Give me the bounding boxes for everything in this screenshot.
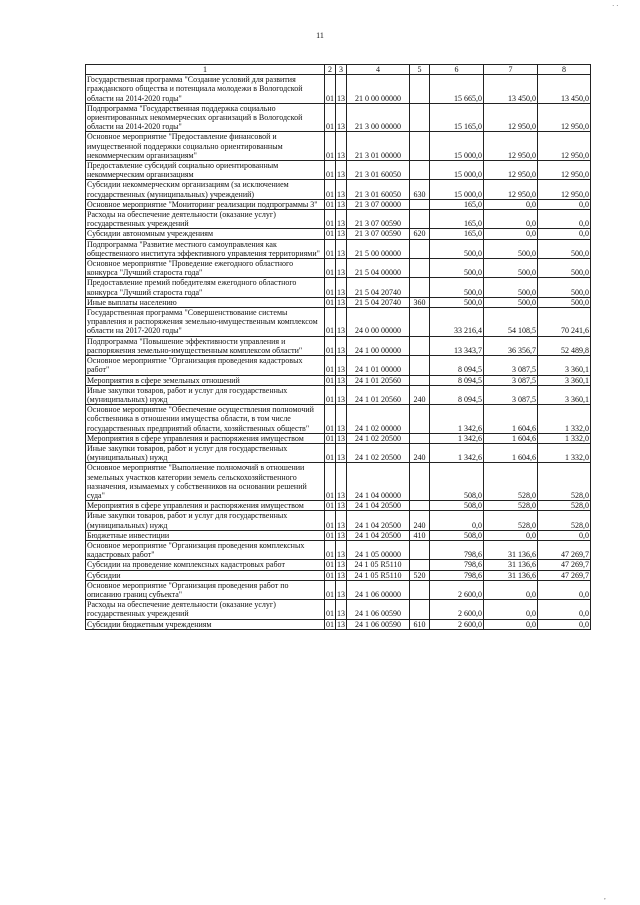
cell-amount-2020: 0,0 [538, 210, 591, 229]
cell-amount-2020: 47 269,7 [538, 560, 591, 570]
cell-target-article: 24 1 02 20500 [347, 443, 410, 462]
cell-section: 13 [336, 75, 347, 104]
cell-expense-type [410, 580, 430, 599]
cell-section: 13 [336, 239, 347, 258]
cell-target-article: 21 5 04 20740 [347, 297, 410, 307]
cell-ministry: 01 [325, 210, 336, 229]
table-row [86, 405, 591, 434]
cell-amount-2020: 3 360,1 [538, 385, 591, 404]
cell-name: Подпрограмма "Повышение эффективности управления и распоряжения земельно-имущественным комплексом области" [86, 336, 325, 355]
cell-amount-2020: 1 332,0 [538, 443, 591, 462]
cell-amount-2018: 798,6 [430, 540, 484, 559]
cell-target-article: 21 5 04 00000 [347, 259, 410, 278]
cell-amount-2019: 12 950,0 [484, 161, 538, 180]
cell-section: 13 [336, 161, 347, 180]
cell-name: Основное мероприятие "Организация проведения кадастровых работ" [86, 356, 325, 375]
cell-target-article: 24 1 04 20500 [347, 501, 410, 511]
table-row [86, 530, 591, 540]
cell-expense-type [410, 501, 430, 511]
cell-expense-type [410, 356, 430, 375]
cell-amount-2018: 2 600,0 [430, 619, 484, 629]
table-row [86, 297, 591, 307]
cell-amount-2018: 1 342,6 [430, 433, 484, 443]
cell-name: Мероприятия в сфере земельных отношений [86, 375, 325, 385]
table-row [86, 75, 591, 104]
cell-amount-2018: 508,0 [430, 530, 484, 540]
cell-amount-2018: 165,0 [430, 199, 484, 209]
cell-amount-2020: 1 332,0 [538, 433, 591, 443]
cell-section: 13 [337, 375, 345, 385]
header-cell: 7 [484, 65, 538, 75]
cell-amount-2019: 12 950,0 [484, 103, 538, 132]
cell-amount-2019: 31 136,6 [484, 540, 538, 559]
cell-amount-2018: 13 343,7 [430, 336, 484, 355]
cell-amount-2018: 15 000,0 [430, 132, 484, 161]
cell-ministry: 01 [325, 336, 336, 355]
cell-amount-2020: 0,0 [538, 229, 591, 239]
cell-target-article: 24 1 04 20500 [347, 511, 410, 530]
cell-amount-2018: 500,0 [430, 278, 484, 297]
cell-amount-2018: 500,0 [430, 239, 484, 258]
corner-mark-top: · · [612, 2, 619, 10]
cell-expense-type [410, 463, 430, 501]
cell-amount-2020: 47 269,7 [538, 540, 591, 559]
cell-expense-type: 240 [410, 511, 430, 530]
cell-ministry: 01 [325, 511, 336, 530]
cell-name: Расходы на обеспечение деятельности (оказание услуг) государственных учреждений [86, 210, 325, 229]
cell-ministry: 01 [326, 570, 334, 580]
cell-amount-2018: 8 094,5 [430, 385, 484, 404]
cell-amount-2019: 528,0 [484, 501, 538, 511]
table-row [86, 180, 591, 199]
cell-amount-2020: 500,0 [538, 278, 591, 297]
cell-ministry: 01 [325, 463, 336, 501]
cell-ministry: 01 [325, 580, 336, 599]
cell-amount-2019: 500,0 [484, 278, 538, 297]
cell-amount-2018: 508,0 [430, 463, 484, 501]
cell-expense-type [410, 433, 430, 443]
cell-amount-2018: 500,0 [430, 297, 484, 307]
cell-name: Иные закупки товаров, работ и услуг для государственных (муниципальных) нужд [86, 511, 325, 530]
cell-amount-2019: 12 950,0 [484, 180, 538, 199]
cell-section: 13 [336, 278, 347, 297]
cell-expense-type [410, 210, 430, 229]
cell-target-article: 21 3 07 00590 [347, 229, 410, 239]
cell-name: Подпрограмма "Развитие местного самоуправления как общественного института эффективного управления территориями" [86, 239, 325, 258]
cell-expense-type [410, 308, 430, 337]
cell-section: 13 [337, 433, 345, 443]
cell-section: 13 [336, 356, 347, 375]
cell-ministry: 01 [326, 375, 334, 385]
cell-amount-2019: 0,0 [484, 210, 538, 229]
cell-target-article: 24 1 04 20500 [347, 530, 410, 540]
cell-amount-2019: 3 087,5 [484, 385, 538, 404]
cell-section: 13 [336, 600, 347, 619]
cell-amount-2020: 12 950,0 [538, 132, 591, 161]
cell-expense-type: 360 [410, 297, 430, 307]
cell-amount-2020: 12 950,0 [538, 180, 591, 199]
cell-section: 13 [337, 229, 345, 239]
cell-amount-2020: 12 950,0 [538, 161, 591, 180]
cell-ministry: 01 [326, 530, 334, 540]
cell-ministry: 01 [325, 180, 336, 199]
cell-section: 13 [337, 530, 345, 540]
cell-amount-2019: 1 604,6 [484, 433, 538, 443]
cell-name: Бюджетные инвестиции [86, 530, 325, 540]
cell-section: 13 [336, 103, 347, 132]
table-row [86, 210, 591, 229]
cell-name: Субсидии автономным учреждениям [86, 229, 325, 239]
cell-ministry: 01 [325, 356, 336, 375]
table-row [86, 560, 591, 570]
cell-name: Основное мероприятие "Предоставление финансовой и имущественной поддержки социально ориентированным некоммерческим организациям" [86, 132, 325, 161]
cell-name: Основное мероприятие "Организация проведения работ по описанию границ субъекта" [86, 580, 325, 599]
table-row [86, 308, 591, 337]
header-cell: 5 [410, 65, 430, 75]
cell-ministry: 01 [325, 75, 336, 104]
cell-amount-2020: 500,0 [538, 259, 591, 278]
table-row [86, 433, 591, 443]
cell-ministry: 01 [325, 540, 336, 559]
budget-table-body [86, 65, 591, 630]
cell-amount-2020: 3 360,1 [538, 356, 591, 375]
cell-name: Иные выплаты населению [86, 297, 325, 307]
cell-amount-2020: 47 269,7 [538, 570, 591, 580]
cell-amount-2018: 8 094,5 [430, 375, 484, 385]
cell-amount-2020: 500,0 [538, 297, 591, 307]
cell-target-article: 24 0 00 00000 [347, 308, 410, 337]
cell-amount-2020: 3 360,1 [538, 375, 591, 385]
cell-expense-type [410, 278, 430, 297]
table-row [86, 570, 591, 580]
cell-section: 13 [336, 385, 347, 404]
cell-target-article: 21 3 07 00590 [347, 210, 410, 229]
table-row [86, 103, 591, 132]
cell-section: 13 [336, 259, 347, 278]
header-cell: 3 [336, 65, 347, 75]
cell-name: Иные закупки товаров, работ и услуг для государственных (муниципальных) нужд [86, 443, 325, 462]
table-row [86, 132, 591, 161]
cell-ministry: 01 [325, 308, 336, 337]
table-row [86, 278, 591, 297]
cell-section: 13 [337, 297, 345, 307]
cell-target-article: 24 1 05 R5110 [347, 570, 410, 580]
cell-amount-2019: 13 450,0 [484, 75, 538, 104]
cell-name: Подпрограмма "Государственная поддержка социально ориентированных некоммерческих организаций в Вологодской области на 2014-2020 годы" [86, 103, 325, 132]
header-cell: 6 [430, 65, 484, 75]
cell-expense-type [410, 560, 430, 570]
cell-expense-type [410, 199, 430, 209]
cell-name: Основное мероприятие "Выполнение полномочий в отношении земельных участков категории земель сельскохозяйственного назначения, изымаемых у собственников на основании решений суда" [86, 463, 325, 501]
cell-expense-type [410, 375, 430, 385]
cell-section: 13 [336, 580, 347, 599]
cell-expense-type: 410 [410, 530, 430, 540]
cell-amount-2019: 12 950,0 [484, 132, 538, 161]
cell-ministry: 01 [325, 405, 336, 434]
cell-target-article: 24 1 04 00000 [347, 463, 410, 501]
cell-name: Иные закупки товаров, работ и услуг для государственных (муниципальных) нужд [86, 385, 325, 404]
cell-section: 13 [337, 199, 345, 209]
cell-target-article: 24 1 05 00000 [347, 540, 410, 559]
cell-name: Основное мероприятие "Мониторинг реализации подпрограммы 3" [86, 199, 325, 209]
cell-ministry: 01 [326, 199, 334, 209]
cell-section: 13 [336, 308, 347, 337]
cell-expense-type: 520 [410, 570, 430, 580]
cell-expense-type [410, 259, 430, 278]
cell-amount-2018: 15 665,0 [430, 75, 484, 104]
cell-amount-2019: 3 087,5 [484, 356, 538, 375]
cell-amount-2019: 528,0 [484, 463, 538, 501]
cell-ministry: 01 [326, 433, 334, 443]
cell-expense-type: 240 [410, 385, 430, 404]
cell-target-article: 21 3 07 00000 [347, 199, 410, 209]
cell-section: 13 [336, 210, 347, 229]
cell-amount-2020: 500,0 [538, 239, 591, 258]
cell-section: 13 [336, 511, 347, 530]
cell-amount-2020: 0,0 [538, 619, 591, 629]
cell-ministry: 01 [326, 619, 334, 629]
table-row [86, 259, 591, 278]
cell-expense-type [410, 103, 430, 132]
cell-amount-2018: 33 216,4 [430, 308, 484, 337]
cell-amount-2020: 528,0 [538, 511, 591, 530]
cell-amount-2019: 0,0 [484, 199, 538, 209]
table-row [86, 375, 591, 385]
cell-expense-type [410, 540, 430, 559]
cell-amount-2018: 2 600,0 [430, 580, 484, 599]
cell-amount-2018: 500,0 [430, 259, 484, 278]
cell-amount-2018: 798,6 [430, 560, 484, 570]
corner-mark-bottom: , [604, 893, 606, 901]
cell-amount-2019: 0,0 [484, 580, 538, 599]
cell-name: Субсидии [86, 570, 325, 580]
cell-expense-type [410, 405, 430, 434]
cell-amount-2020: 1 332,0 [538, 405, 591, 434]
cell-name: Основное мероприятие "Проведение ежегодного областного конкурса "Лучший староста года" [86, 259, 325, 278]
cell-amount-2020: 12 950,0 [538, 103, 591, 132]
table-row [86, 385, 591, 404]
cell-amount-2018: 15 000,0 [430, 180, 484, 199]
cell-target-article: 24 1 02 00000 [347, 405, 410, 434]
cell-target-article: 21 3 01 60050 [347, 161, 410, 180]
cell-target-article: 24 1 05 R5110 [347, 560, 410, 570]
cell-amount-2018: 165,0 [430, 229, 484, 239]
cell-name: Основное мероприятие "Обеспечение осуществления полномочий собственника в отношении имущества области, в том числе государственных предприятий области, хозяйственных обществ" [86, 405, 325, 434]
table-row [86, 511, 591, 530]
cell-amount-2018: 15 000,0 [430, 161, 484, 180]
cell-section: 13 [336, 336, 347, 355]
cell-expense-type [410, 239, 430, 258]
table-row [86, 356, 591, 375]
table-row [86, 540, 591, 559]
cell-amount-2018: 0,0 [430, 511, 484, 530]
cell-target-article: 21 5 00 00000 [347, 239, 410, 258]
cell-amount-2020: 70 241,6 [538, 308, 591, 337]
table-row [86, 580, 591, 599]
cell-amount-2020: 13 450,0 [538, 75, 591, 104]
cell-ministry: 01 [325, 161, 336, 180]
cell-name: Субсидии некоммерческим организациям (за исключением государственных (муниципальных) учреждений) [86, 180, 325, 199]
cell-section: 13 [336, 443, 347, 462]
cell-target-article: 21 3 01 00000 [347, 132, 410, 161]
budget-table [85, 64, 591, 630]
cell-expense-type [410, 600, 430, 619]
table-row [86, 229, 591, 239]
cell-target-article: 24 1 06 00000 [347, 580, 410, 599]
cell-target-article: 21 3 01 60050 [347, 180, 410, 199]
cell-target-article: 21 3 00 00000 [347, 103, 410, 132]
table-row [86, 600, 591, 619]
cell-amount-2019: 1 604,6 [484, 405, 538, 434]
header-cell: 2 [325, 65, 336, 75]
cell-expense-type: 240 [410, 443, 430, 462]
cell-amount-2019: 31 136,6 [484, 560, 538, 570]
cell-amount-2019: 0,0 [484, 600, 538, 619]
cell-amount-2019: 500,0 [484, 297, 538, 307]
cell-section: 13 [337, 619, 345, 629]
cell-section: 13 [337, 501, 345, 511]
cell-ministry: 01 [326, 501, 334, 511]
cell-amount-2019: 54 108,5 [484, 308, 538, 337]
cell-ministry: 01 [326, 229, 334, 239]
cell-amount-2019: 0,0 [484, 229, 538, 239]
table-row [86, 463, 591, 501]
cell-amount-2019: 1 604,6 [484, 443, 538, 462]
header-row [86, 65, 591, 75]
cell-name: Основное мероприятие "Организация проведения комплексных кадастровых работ" [86, 540, 325, 559]
page-number: 11 [316, 31, 324, 40]
cell-target-article: 24 1 01 20560 [347, 385, 410, 404]
cell-target-article: 24 1 01 20560 [347, 375, 410, 385]
cell-target-article: 21 5 04 20740 [347, 278, 410, 297]
table-row [86, 443, 591, 462]
cell-amount-2018: 1 342,6 [430, 443, 484, 462]
cell-amount-2020: 52 489,8 [538, 336, 591, 355]
cell-section: 13 [337, 560, 345, 570]
cell-target-article: 24 1 02 20500 [347, 433, 410, 443]
cell-amount-2020: 528,0 [538, 463, 591, 501]
cell-section: 13 [337, 570, 345, 580]
cell-section: 13 [336, 463, 347, 501]
cell-amount-2019: 3 087,5 [484, 375, 538, 385]
cell-amount-2019: 31 136,6 [484, 570, 538, 580]
table-row [86, 619, 591, 629]
cell-amount-2018: 8 094,5 [430, 356, 484, 375]
cell-name: Государственная программа "Совершенствование системы управления и распоряжения земельно-имущественным комплексом области на 2017-2020 годы" [86, 308, 325, 337]
cell-amount-2020: 0,0 [538, 530, 591, 540]
cell-ministry: 01 [326, 560, 334, 570]
cell-amount-2019: 528,0 [484, 511, 538, 530]
cell-section: 13 [336, 540, 347, 559]
cell-ministry: 01 [325, 132, 336, 161]
cell-name: Предоставление премий победителям ежегодного областного конкурса "Лучший староста года" [86, 278, 325, 297]
table-row [86, 336, 591, 355]
cell-expense-type: 630 [410, 180, 430, 199]
cell-amount-2020: 528,0 [538, 501, 591, 511]
cell-name: Государственная программа "Создание условий для развития гражданского общества и потенциала молодежи в Вологодской области на 2014-2020 годы" [86, 75, 325, 104]
cell-amount-2019: 0,0 [484, 530, 538, 540]
cell-section: 13 [336, 132, 347, 161]
cell-expense-type [410, 161, 430, 180]
cell-target-article: 24 1 01 00000 [347, 356, 410, 375]
cell-expense-type: 620 [410, 229, 430, 239]
cell-amount-2020: 0,0 [538, 199, 591, 209]
cell-name: Субсидии на проведение комплексных кадастровых работ [86, 560, 325, 570]
cell-amount-2018: 798,6 [430, 570, 484, 580]
cell-expense-type [410, 336, 430, 355]
cell-amount-2020: 0,0 [538, 580, 591, 599]
table-row [86, 501, 591, 511]
table-row [86, 239, 591, 258]
cell-target-article: 24 1 06 00590 [347, 619, 410, 629]
cell-section: 13 [336, 180, 347, 199]
cell-ministry: 01 [325, 239, 336, 258]
table-row [86, 199, 591, 209]
cell-name: Мероприятия в сфере управления и распоряжения имуществом [86, 501, 325, 511]
cell-target-article: 21 0 00 00000 [347, 75, 410, 104]
cell-name: Субсидии бюджетным учреждениям [86, 619, 325, 629]
cell-amount-2018: 15 165,0 [430, 103, 484, 132]
table-row [86, 161, 591, 180]
header-cell: 4 [347, 65, 410, 75]
cell-amount-2018: 2 600,0 [430, 600, 484, 619]
cell-ministry: 01 [325, 259, 336, 278]
cell-name: Предоставление субсидий социально ориентированным некоммерческим организациям [86, 161, 325, 180]
cell-target-article: 24 1 00 00000 [347, 336, 410, 355]
cell-amount-2020: 0,0 [538, 600, 591, 619]
header-cell: 8 [538, 65, 591, 75]
cell-name: Мероприятия в сфере управления и распоряжения имуществом [86, 433, 325, 443]
cell-amount-2019: 500,0 [484, 259, 538, 278]
cell-expense-type: 610 [410, 619, 430, 629]
cell-name: Расходы на обеспечение деятельности (оказание услуг) государственных учреждений [86, 600, 325, 619]
cell-amount-2019: 500,0 [484, 239, 538, 258]
cell-section: 13 [336, 405, 347, 434]
cell-amount-2019: 36 356,7 [484, 336, 538, 355]
cell-ministry: 01 [325, 443, 336, 462]
cell-ministry: 01 [325, 385, 336, 404]
cell-target-article: 24 1 06 00590 [347, 600, 410, 619]
cell-ministry: 01 [325, 600, 336, 619]
cell-amount-2018: 1 342,6 [430, 405, 484, 434]
header-cell: 1 [86, 65, 325, 75]
cell-amount-2018: 508,0 [430, 501, 484, 511]
cell-expense-type [410, 132, 430, 161]
cell-amount-2018: 165,0 [430, 210, 484, 229]
cell-ministry: 01 [326, 297, 334, 307]
cell-ministry: 01 [325, 103, 336, 132]
cell-expense-type [410, 75, 430, 104]
cell-amount-2019: 0,0 [484, 619, 538, 629]
cell-ministry: 01 [325, 278, 336, 297]
